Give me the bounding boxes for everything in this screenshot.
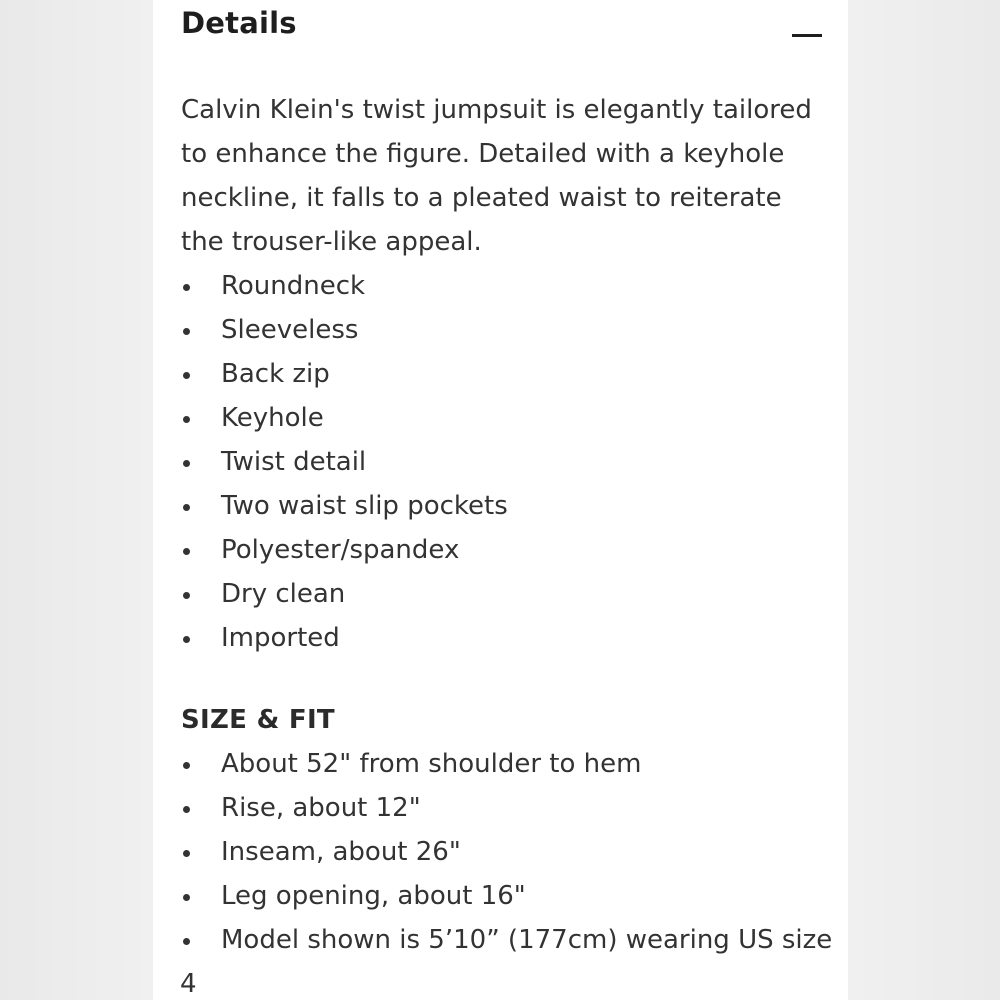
- product-description: Calvin Klein's twist jumpsuit is elegantly tailored to enhance the figure. Detailed with a keyhole neckline, it falls to a pleated waist to reiterate the trouser-like appeal.: [181, 95, 812, 257]
- size-fit-label: Model shown is 5’10” (177cm) wearing US size: [221, 925, 833, 955]
- bullet-icon: [183, 372, 190, 379]
- size-fit-item-wrap: 4: [180, 969, 197, 999]
- feature-label: Back zip: [221, 359, 330, 389]
- details-header[interactable]: [181, 0, 831, 60]
- feature-item: [181, 264, 831, 308]
- size-fit-item: [181, 742, 831, 786]
- feature-item: [181, 396, 831, 440]
- size-fit-item: [181, 918, 831, 962]
- size-fit-item: [181, 786, 831, 830]
- feature-item: [181, 308, 831, 352]
- size-fit-list: [181, 742, 831, 962]
- page-margin-left: [0, 0, 153, 1000]
- feature-label: Twist detail: [221, 447, 367, 477]
- feature-label: Imported: [221, 623, 340, 653]
- details-content: [181, 0, 831, 1000]
- size-fit-label: Rise, about 12": [221, 793, 421, 823]
- collapse-button[interactable]: [785, 18, 825, 54]
- bullet-icon: [183, 328, 190, 335]
- feature-item: [181, 616, 831, 660]
- feature-list: [181, 264, 831, 660]
- feature-label: Polyester/spandex: [221, 535, 460, 565]
- size-fit-item: [181, 830, 831, 874]
- feature-label: Dry clean: [221, 579, 346, 609]
- bullet-icon: [183, 460, 190, 467]
- feature-label: Sleeveless: [221, 315, 359, 345]
- bullet-icon: [183, 850, 190, 857]
- feature-item: [181, 528, 831, 572]
- size-fit-label: Leg opening, about 16": [221, 881, 526, 911]
- feature-item: [181, 352, 831, 396]
- size-fit-heading: SIZE & FIT: [181, 705, 335, 735]
- bullet-icon: [183, 284, 190, 291]
- feature-item: [181, 440, 831, 484]
- bullet-icon: [183, 548, 190, 555]
- bullet-icon: [183, 504, 190, 511]
- size-fit-item: [181, 874, 831, 918]
- page-margin-right: [848, 0, 1000, 1000]
- bullet-icon: [183, 636, 190, 643]
- bullet-icon: [183, 416, 190, 423]
- size-fit-label: Inseam, about 26": [221, 837, 461, 867]
- details-panel: [153, 0, 848, 1000]
- details-title: Details: [181, 6, 297, 40]
- bullet-icon: [183, 938, 190, 945]
- feature-label: Roundneck: [221, 271, 366, 301]
- feature-item: [181, 572, 831, 616]
- size-fit-label: About 52" from shoulder to hem: [221, 749, 642, 779]
- bullet-icon: [183, 894, 190, 901]
- feature-item: [181, 484, 831, 528]
- feature-label: Two waist slip pockets: [221, 491, 508, 521]
- minus-icon: [792, 34, 822, 37]
- bullet-icon: [183, 762, 190, 769]
- bullet-icon: [183, 806, 190, 813]
- feature-label: Keyhole: [221, 403, 324, 433]
- bullet-icon: [183, 592, 190, 599]
